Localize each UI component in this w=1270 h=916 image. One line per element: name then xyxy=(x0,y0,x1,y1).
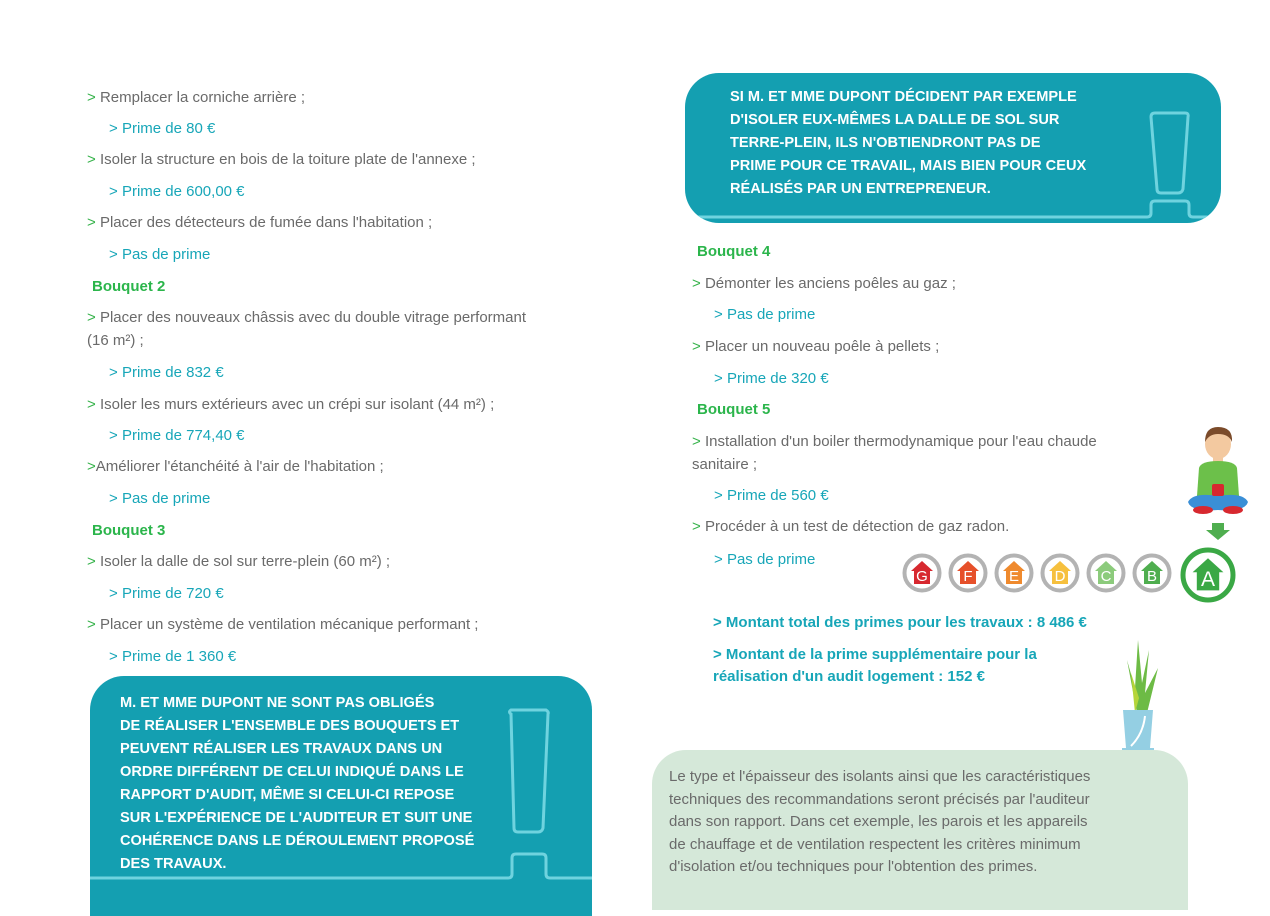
energy-letter: B xyxy=(1146,568,1158,585)
bouquet-3-heading: Bouquet 3 xyxy=(92,522,166,539)
callout-line: PEUVENT RÉALISER LES TRAVAUX DANS UN xyxy=(120,741,443,757)
exclamation-icon xyxy=(90,676,592,916)
task-item: > Placer un système de ventilation mécanique performant ; xyxy=(87,616,479,633)
prime-item: > Pas de prime xyxy=(714,551,816,568)
callout-line: SI M. ET MME DUPONT DÉCIDENT PAR EXEMPLE xyxy=(730,89,1077,105)
person-illustration xyxy=(1183,424,1253,544)
energy-letter: F xyxy=(963,568,973,585)
note-line: Le type et l'épaisseur des isolants ainsi que les caractéristiques xyxy=(669,768,1091,785)
prime-item: > Prime de 320 € xyxy=(714,370,829,387)
energy-label-a xyxy=(1180,547,1236,603)
audit-prime-line2: réalisation d'un audit logement : 152 € xyxy=(713,668,985,685)
callout-line: DES TRAVAUX. xyxy=(120,856,227,872)
callout-line: M. ET MME DUPONT NE SONT PAS OBLIGÉS xyxy=(120,695,435,711)
totals-block xyxy=(713,612,1087,688)
prime-item: > Prime de 720 € xyxy=(109,585,224,602)
callout-line: PRIME POUR CE TRAVAIL, MAIS BIEN POUR CEUX xyxy=(730,158,1087,174)
prime-item: > Pas de prime xyxy=(109,490,211,507)
audit-prime-line1: > Montant de la prime supplémentaire pour la xyxy=(713,646,1037,663)
energy-label-b xyxy=(1132,553,1172,593)
task-item: > Isoler la dalle de sol sur terre-plein (60 m²) ; xyxy=(87,553,391,570)
prime-item: > Pas de prime xyxy=(714,306,816,323)
task-item: > Isoler les murs extérieurs avec un crépi sur isolant (44 m²) ; xyxy=(87,396,495,413)
energy-label-g xyxy=(902,553,942,593)
prime-item: > Prime de 774,40 € xyxy=(109,427,245,444)
bouquet-5-heading: Bouquet 5 xyxy=(697,401,771,418)
task-item: > Remplacer la corniche arrière ; xyxy=(87,89,306,106)
callout-line: RAPPORT D'AUDIT, MÊME SI CELUI-CI REPOSE xyxy=(120,787,455,803)
plant-illustration xyxy=(1113,638,1163,753)
energy-label-f xyxy=(948,553,988,593)
energy-label-e xyxy=(994,553,1034,593)
energy-letter: G xyxy=(916,568,928,585)
task-item-continued: (16 m²) ; xyxy=(87,332,144,349)
bouquet-2-heading: Bouquet 2 xyxy=(92,278,166,295)
task-item: > Installation d'un boiler thermodynamique pour l'eau chaude xyxy=(692,433,1097,450)
energy-label-d xyxy=(1040,553,1080,593)
energy-letter: D xyxy=(1054,568,1066,585)
energy-letter: E xyxy=(1008,568,1020,585)
energy-letter: A xyxy=(1200,568,1216,592)
energy-letter: C xyxy=(1100,568,1112,585)
note-box xyxy=(652,750,1188,910)
energy-label-c xyxy=(1086,553,1126,593)
prime-item: > Prime de 560 € xyxy=(714,487,829,504)
task-item: >Améliorer l'étanchéité à l'air de l'habitation ; xyxy=(87,458,384,475)
task-item: > Démonter les anciens poêles au gaz ; xyxy=(692,275,956,292)
callout-line: ORDRE DIFFÉRENT DE CELUI INDIQUÉ DANS LE xyxy=(120,764,464,780)
prime-item: > Prime de 1 360 € xyxy=(109,648,237,665)
prime-item: > Prime de 80 € xyxy=(109,120,216,137)
note-line: d'isolation et/ou techniques pour l'obtention des primes. xyxy=(669,858,1038,875)
task-item: > Isoler la structure en bois de la toiture plate de l'annexe ; xyxy=(87,151,476,168)
callout-line: COHÉRENCE DANS LE DÉROULEMENT PROPOSÉ xyxy=(120,833,475,849)
task-item: > Procéder à un test de détection de gaz radon. xyxy=(692,518,1010,535)
note-line: de chauffage et de ventilation respectent les critères minimum xyxy=(669,835,1081,853)
callout-line: DE RÉALISER L'ENSEMBLE DES BOUQUETS ET xyxy=(120,718,460,734)
note-line: dans son rapport. Dans cet exemple, les parois et les appareils xyxy=(669,813,1088,830)
arrow-down-icon xyxy=(1206,523,1230,540)
bouquet-4-heading: Bouquet 4 xyxy=(697,243,771,260)
task-item-continued: sanitaire ; xyxy=(692,456,758,473)
task-item: > Placer un nouveau poêle à pellets ; xyxy=(692,338,940,355)
callout-line: TERRE-PLEIN, ILS N'OBTIENDRONT PAS DE xyxy=(730,135,1041,151)
callout-line: D'ISOLER EUX-MÊMES LA DALLE DE SOL SUR xyxy=(730,112,1060,128)
prime-item: > Pas de prime xyxy=(109,246,211,263)
total-primes: > Montant total des primes pour les travaux : 8 486 € xyxy=(713,614,1087,631)
callout-line: RÉALISÉS PAR UN ENTREPRENEUR. xyxy=(730,181,991,197)
note-line: techniques des recommandations seront précisés par l'auditeur xyxy=(669,790,1090,808)
info-callout-left xyxy=(90,676,592,916)
prime-item: > Prime de 600,00 € xyxy=(109,183,245,200)
prime-item: > Prime de 832 € xyxy=(109,364,224,381)
callout-line: SUR L'EXPÉRIENCE DE L'AUDITEUR ET SUIT UNE xyxy=(120,810,473,826)
task-item: > Placer des nouveaux châssis avec du double vitrage performant xyxy=(87,309,527,326)
task-item: > Placer des détecteurs de fumée dans l'habitation ; xyxy=(87,214,433,231)
